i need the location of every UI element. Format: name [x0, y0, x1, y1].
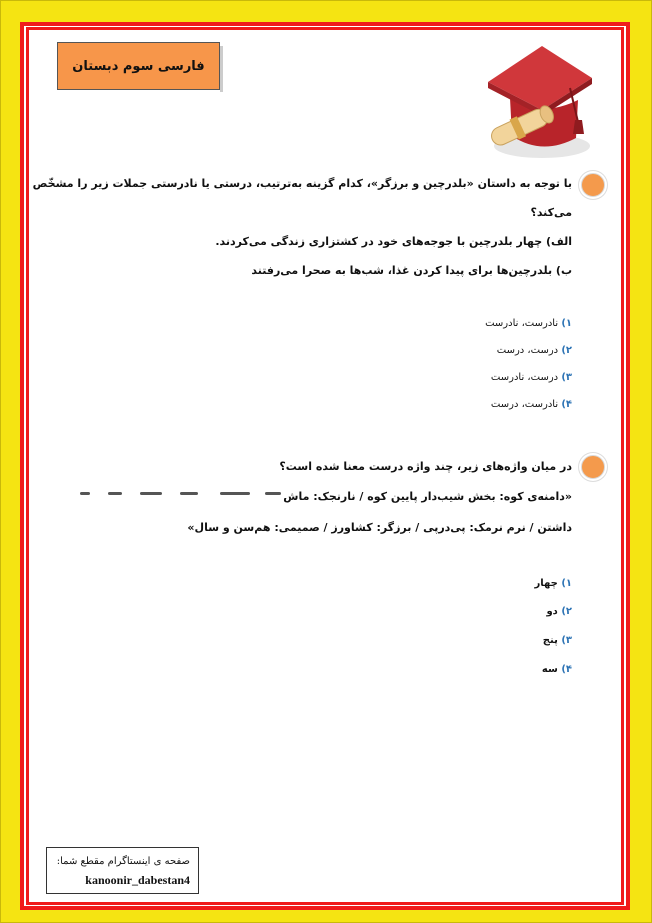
- question-1-text-line2: می‌کند؟: [530, 206, 572, 219]
- graduation-cap-icon: [480, 38, 595, 163]
- question-1-marker: [581, 173, 605, 197]
- question-2-text-line1: در میان واژه‌های زیر، چند واژه درست معنا شده است؟: [279, 460, 572, 473]
- option-text: دو: [546, 606, 558, 617]
- question-2-option-3[interactable]: [543, 635, 572, 646]
- option-text: نادرست، نادرست: [485, 318, 559, 329]
- question-1-option-3[interactable]: [491, 372, 572, 383]
- option-number: ۴): [561, 664, 572, 675]
- option-number: ۱): [561, 578, 572, 589]
- question-2-marker: [581, 455, 605, 479]
- question-2-option-4[interactable]: [542, 664, 572, 675]
- option-text: سه: [541, 664, 558, 675]
- page-title: فارسی سوم دبستان: [57, 42, 220, 90]
- question-1-option-2[interactable]: [497, 345, 572, 356]
- option-number: ۳): [561, 635, 572, 646]
- question-2-text-line2: «دامنه‌ی کوه: بخش شیب‌دار پایین کوه / نارنجک: ماش: [283, 490, 572, 503]
- option-text: پنج: [542, 635, 558, 646]
- question-2-option-2[interactable]: [546, 606, 572, 617]
- option-number: ۲): [561, 345, 572, 356]
- question-1-text-line1: با توجه به داستان «بلدرچین و برزگر»، کدام گزینه به‌ترتیب، درستی یا نادرستی جملات زیر را مشخّص: [32, 177, 572, 190]
- question-2-text-line3: داشتن / نرم نرمک: پی‌درپی / برزگر: کشاورز / صمیمی: هم‌سن و سال»: [187, 521, 572, 534]
- option-text: نادرست، درست: [490, 399, 559, 410]
- option-number: ۲): [561, 606, 572, 617]
- instagram-handle[interactable]: kanoonir_dabestan4: [85, 873, 190, 887]
- question-2-option-1[interactable]: [535, 578, 573, 589]
- question-1-option-4[interactable]: [491, 399, 572, 410]
- faded-text-remnant: [80, 492, 285, 498]
- footer-label: صفحه ی اینستاگرام مقطع شما:: [56, 856, 190, 867]
- option-number: ۱): [561, 318, 572, 329]
- option-number: ۴): [561, 399, 572, 410]
- option-text: درست، نادرست: [490, 372, 559, 383]
- option-number: ۳): [561, 372, 572, 383]
- option-text: درست، درست: [496, 345, 559, 356]
- instagram-footer: [46, 847, 199, 894]
- question-1-statement-a: الف) چهار بلدرچین با جوجه‌های خود در کشتزاری زندگی می‌کردند.: [215, 235, 572, 248]
- question-1-statement-b: ب) بلدرچین‌ها برای پیدا کردن غذا، شب‌ها به صحرا می‌رفتند: [251, 264, 572, 277]
- question-1-option-1[interactable]: [485, 318, 572, 329]
- option-text: چهار: [534, 578, 558, 589]
